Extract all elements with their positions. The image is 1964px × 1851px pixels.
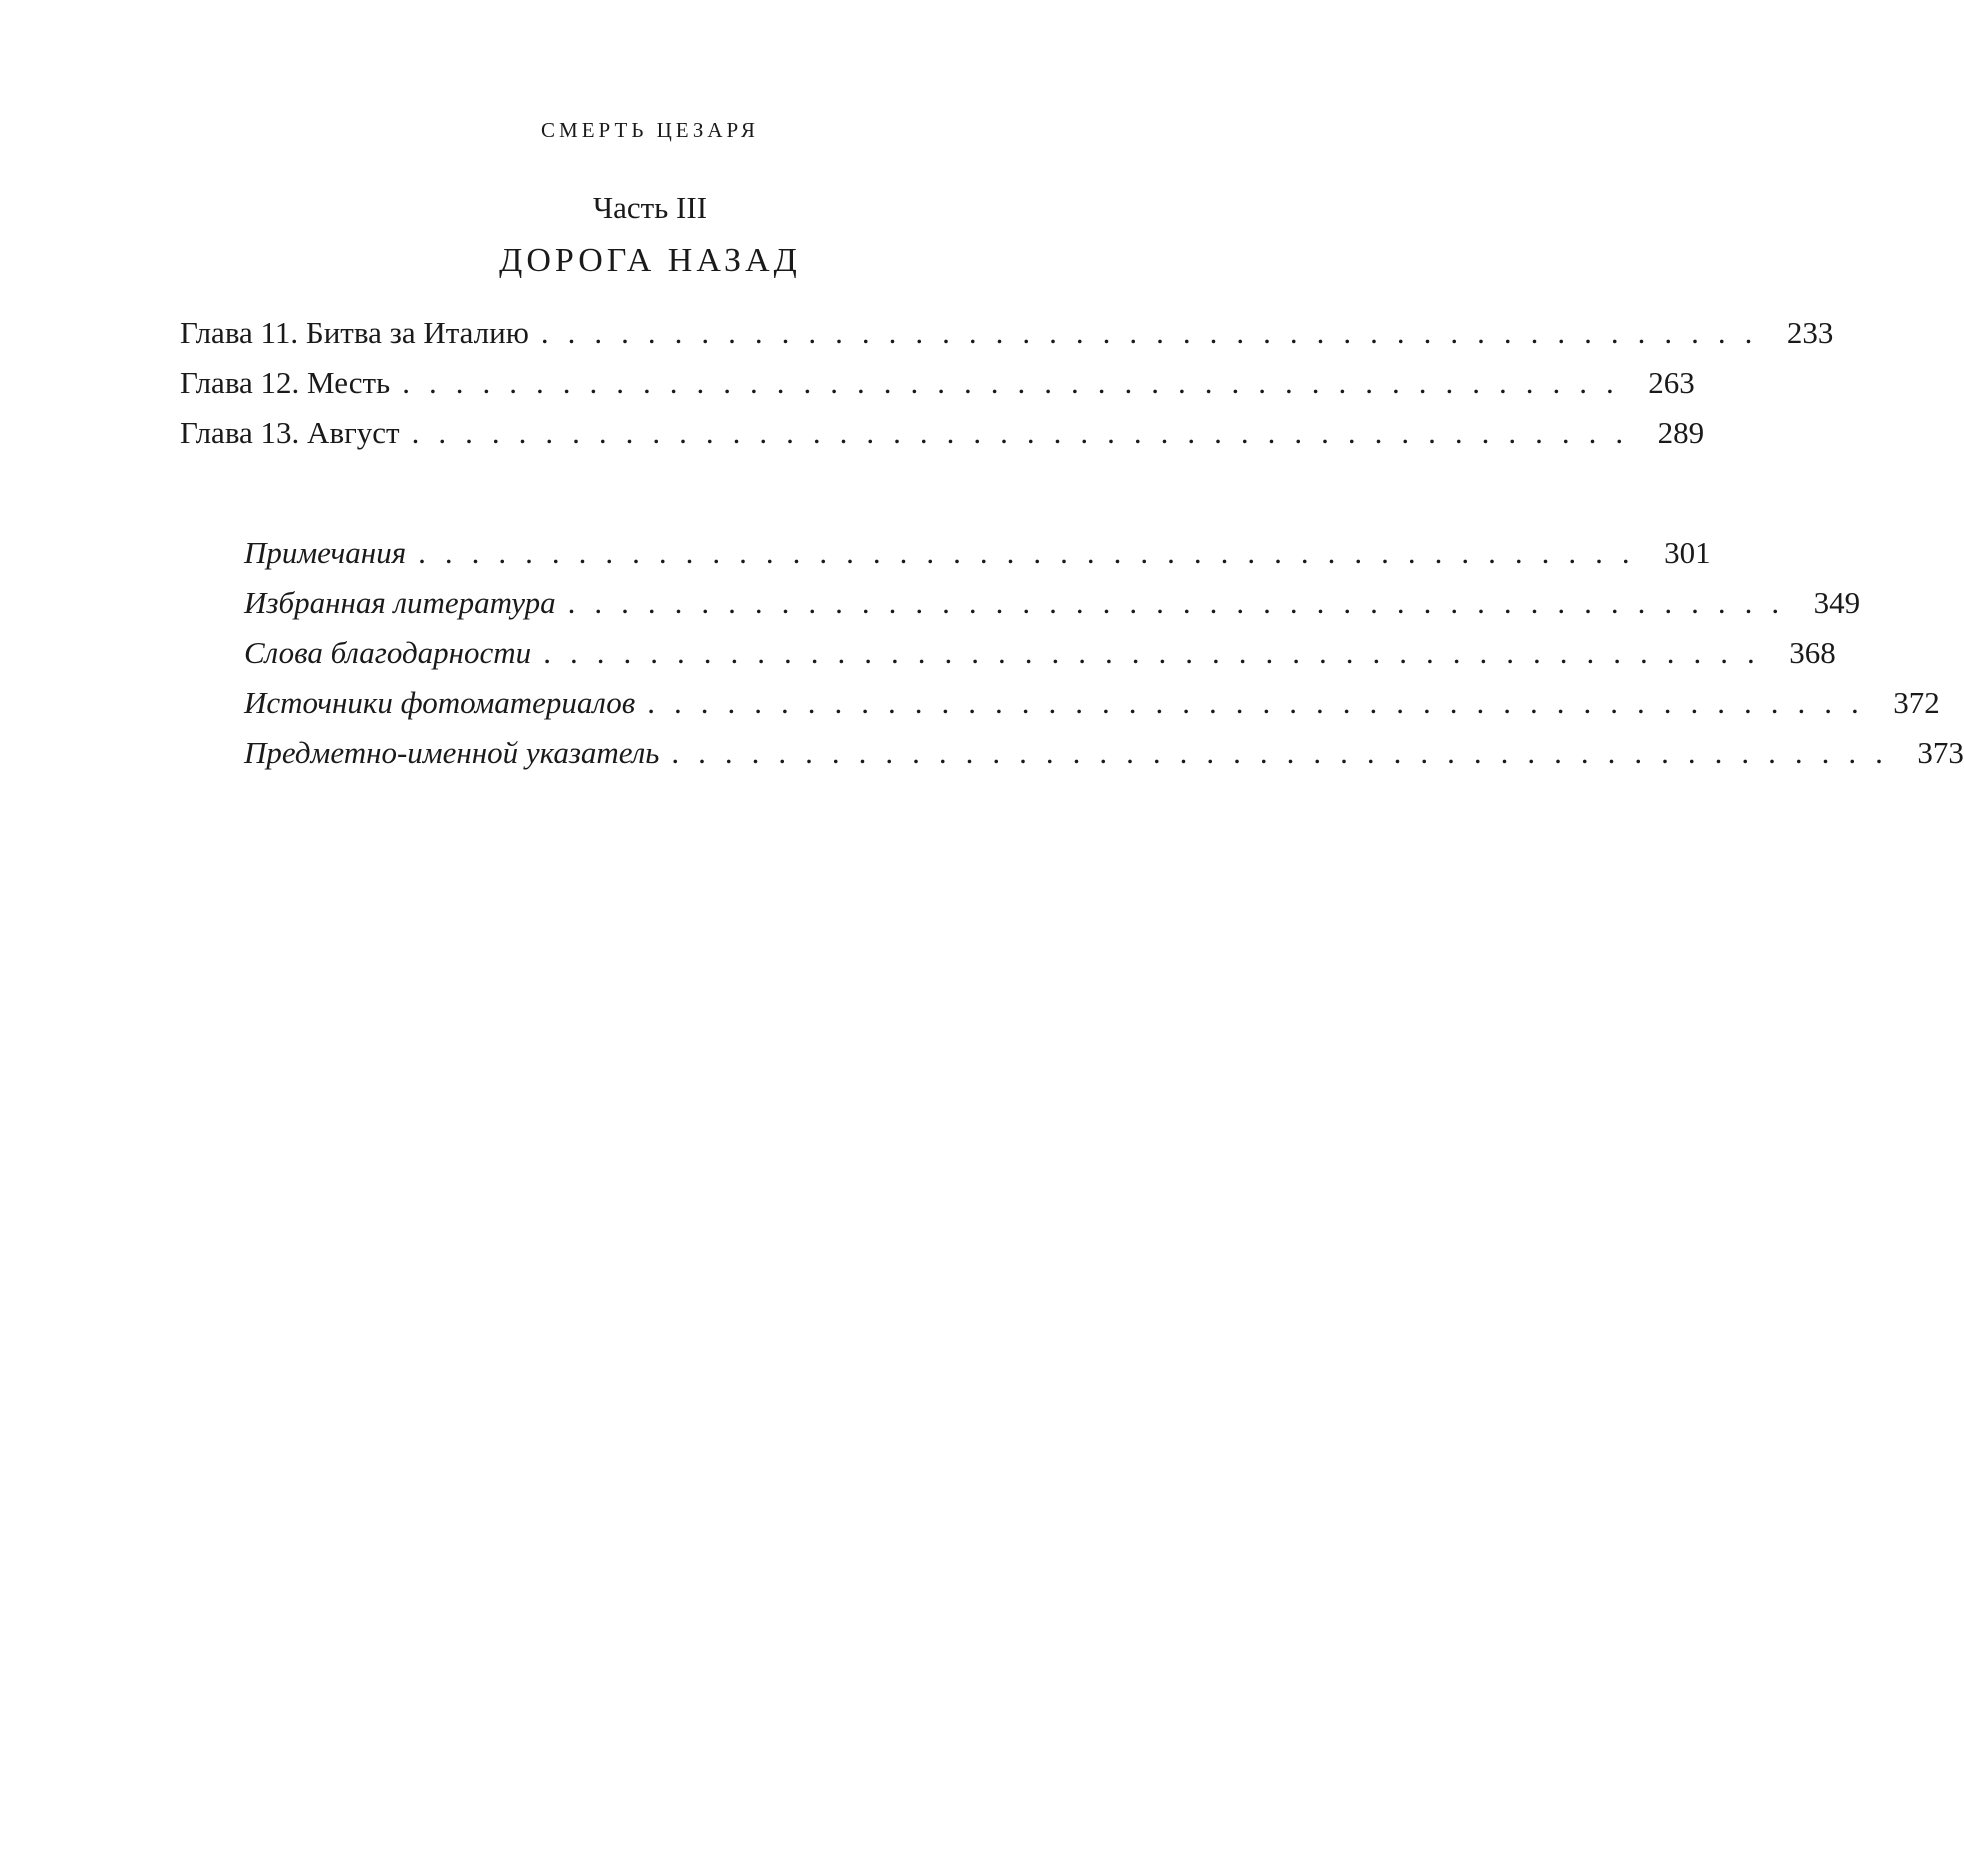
toc-entry-page: 373 <box>1917 735 1964 770</box>
toc-entry[interactable] <box>180 408 1705 458</box>
dot-leader: .............................................. <box>418 535 1649 570</box>
toc-entry-page: 289 <box>1657 415 1705 450</box>
toc-entry[interactable] <box>244 578 1861 628</box>
dot-leader: .............................................. <box>647 685 1878 720</box>
back-matter-list <box>244 528 1964 778</box>
chapter-list <box>180 308 1834 458</box>
dot-leader: .............................................. <box>671 735 1902 770</box>
toc-entry-title: Предметно-именной указатель <box>244 735 660 770</box>
toc-entry-title: Слова благодарности <box>244 635 532 670</box>
toc-entry[interactable] <box>180 358 1695 408</box>
dot-leader: .............................................. <box>411 415 1643 450</box>
part-label: Часть III <box>592 190 708 225</box>
toc-entry-page: 263 <box>1648 365 1695 400</box>
toc-entry[interactable] <box>244 528 1711 578</box>
toc-entry-title: Глава 13. Август <box>180 415 400 450</box>
toc-entry-title: Глава 11. Битва за Италию <box>180 315 529 350</box>
toc-entry-page: 233 <box>1786 315 1834 350</box>
toc-entry[interactable] <box>244 628 1836 678</box>
dot-leader: .............................................. <box>540 315 1772 350</box>
toc-entry[interactable] <box>244 728 1964 778</box>
toc-entry[interactable] <box>180 308 1834 358</box>
toc-entry-title: Избранная литература <box>244 585 556 620</box>
toc-entry-page: 301 <box>1664 535 1711 570</box>
toc-entry-title: Глава 12. Месть <box>180 365 391 400</box>
dot-leader: .............................................. <box>402 365 1633 400</box>
toc-entry-page: 349 <box>1813 585 1861 620</box>
toc-entry-title: Источники фотоматериалов <box>244 685 636 720</box>
toc-entry-page: 372 <box>1893 685 1940 720</box>
toc-entry[interactable] <box>244 678 1940 728</box>
toc-entry-title: Примечания <box>244 535 407 570</box>
dot-leader: .............................................. <box>543 635 1774 670</box>
dot-leader: .............................................. <box>567 585 1799 620</box>
part-title: ДОРОГА НАЗАД <box>499 242 801 279</box>
running-head: СМЕРТЬ ЦЕЗАРЯ <box>541 118 759 142</box>
toc-entry-page: 368 <box>1789 635 1836 670</box>
